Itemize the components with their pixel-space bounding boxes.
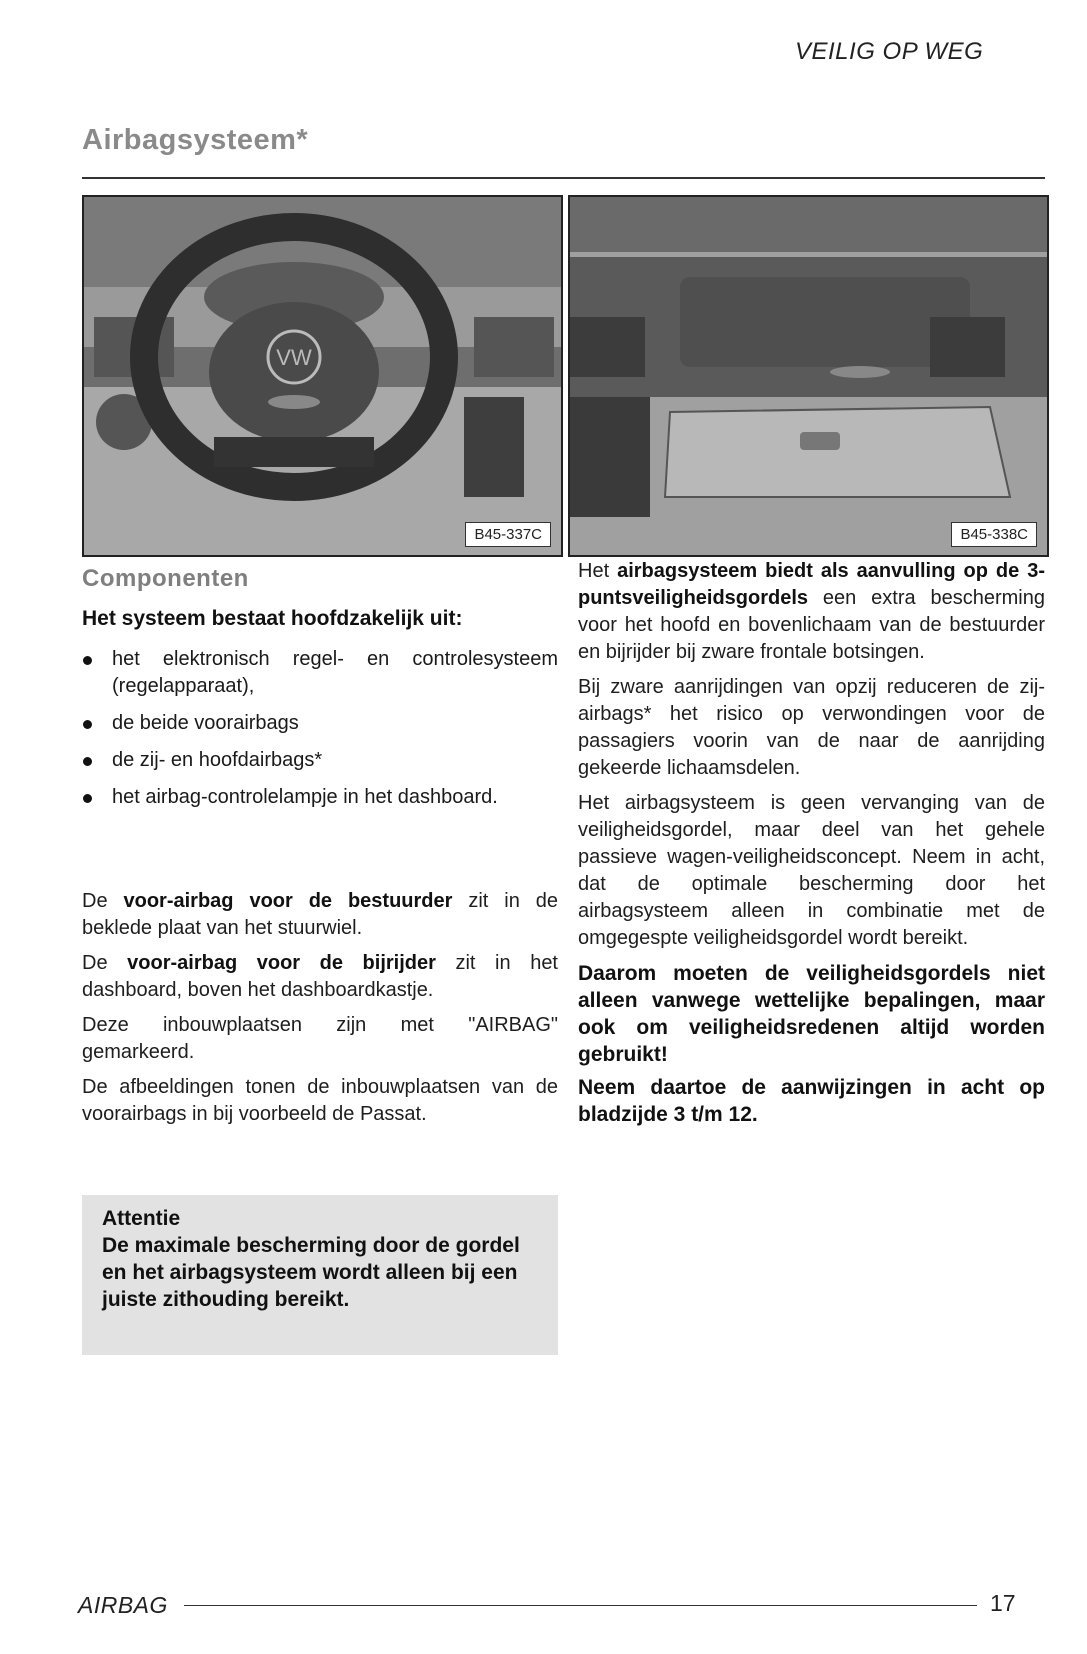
paragraph-passenger-airbag: De voor-airbag voor de bijrijder zit in het dashboard, boven het dashboardkastje. bbox=[82, 952, 558, 1001]
paragraph-marking: Deze inbouwplaatsen zijn met "AIRBAG" gemarkeerd. bbox=[82, 1014, 558, 1063]
paragraph-not-replacement: Het airbagsysteem is geen vervanging van de veiligheidsgordel, maar deel van het gehele passieve wagen-veiligheidsconcept. Neem in acht, dat de optimale bescherming door het airbagsysteem alleen in combinatie met de omgegespte veiligheidsgordel wordt bereikt. bbox=[578, 792, 1045, 949]
paragraph-driver-airbag: De voor-airbag voor de bestuurder zit in de beklede plaat van het stuurwiel. bbox=[82, 890, 559, 939]
page-number: 17 bbox=[990, 1590, 1016, 1616]
components-list bbox=[82, 646, 558, 811]
figure-passenger-dashboard bbox=[568, 195, 1049, 557]
emphasis-use-belts: Daarom moeten de veiligheidsgordels niet alleen vanwege wettelijke bepalingen, maar ook om veiligheidsredenen altijd worden gebruikt! bbox=[578, 962, 1045, 1066]
emphasis-see-pages: Neem daartoe de aanwijzingen in acht op bladzijde 3 t/m 12. bbox=[578, 1076, 1045, 1126]
left-column bbox=[82, 565, 558, 821]
footer-rule bbox=[184, 1605, 977, 1606]
running-head: VEILIG OP WEG bbox=[795, 38, 984, 65]
section-title: Airbagsysteem* bbox=[82, 124, 309, 156]
figure-code: B45-338C bbox=[951, 522, 1037, 547]
figure-code: B45-337C bbox=[465, 522, 551, 547]
footer-label: AIRBAG bbox=[78, 1592, 168, 1618]
list-item: het elektronisch regel- en controlesysteem (regelapparaat), bbox=[82, 646, 558, 700]
right-column bbox=[578, 558, 1045, 1134]
warning-body: De maximale bescherming door de gordel en het airbagsysteem wordt alleen bij een juiste zithouding bereikt. bbox=[102, 1234, 520, 1311]
svg-text:VW: VW bbox=[276, 345, 312, 370]
list-item: de zij- en hoofdairbags* bbox=[82, 747, 558, 774]
passenger-dashboard-airbag-photo-icon bbox=[570, 197, 1047, 555]
header-rule bbox=[82, 177, 1045, 179]
warning-title: Attentie bbox=[102, 1207, 181, 1230]
figure-steering-wheel bbox=[82, 195, 563, 557]
paragraph-airbag-supplement: Het airbagsysteem biedt als aanvulling op de 3-puntsveiligheidsgordels een extra bescherming voor het hoofd en bovenlichaam van de bestuurder en bijrijder bij zware frontale botsingen. bbox=[578, 560, 1045, 663]
components-lead: Het systeem bestaat hoofdzakelijk uit: bbox=[82, 607, 463, 630]
subhead-componenten: Componenten bbox=[82, 565, 249, 592]
list-item: de beide voorairbags bbox=[82, 710, 558, 737]
list-item: het airbag-controlelampje in het dashboard. bbox=[82, 784, 558, 811]
left-paragraphs bbox=[82, 888, 558, 1136]
warning-box bbox=[82, 1195, 558, 1355]
paragraph-side-airbags: Bij zware aanrijdingen van opzij reduceren de zij-airbags* het risico op verwondingen voor de passagiers voorin van de naar de aanrijding gekeerde lichaamsdelen. bbox=[578, 676, 1045, 779]
steering-wheel-airbag-photo-icon bbox=[84, 197, 561, 555]
paragraph-figures: De afbeeldingen tonen de inbouwplaatsen van de voorairbags in bij voorbeeld de Passat. bbox=[82, 1076, 558, 1125]
